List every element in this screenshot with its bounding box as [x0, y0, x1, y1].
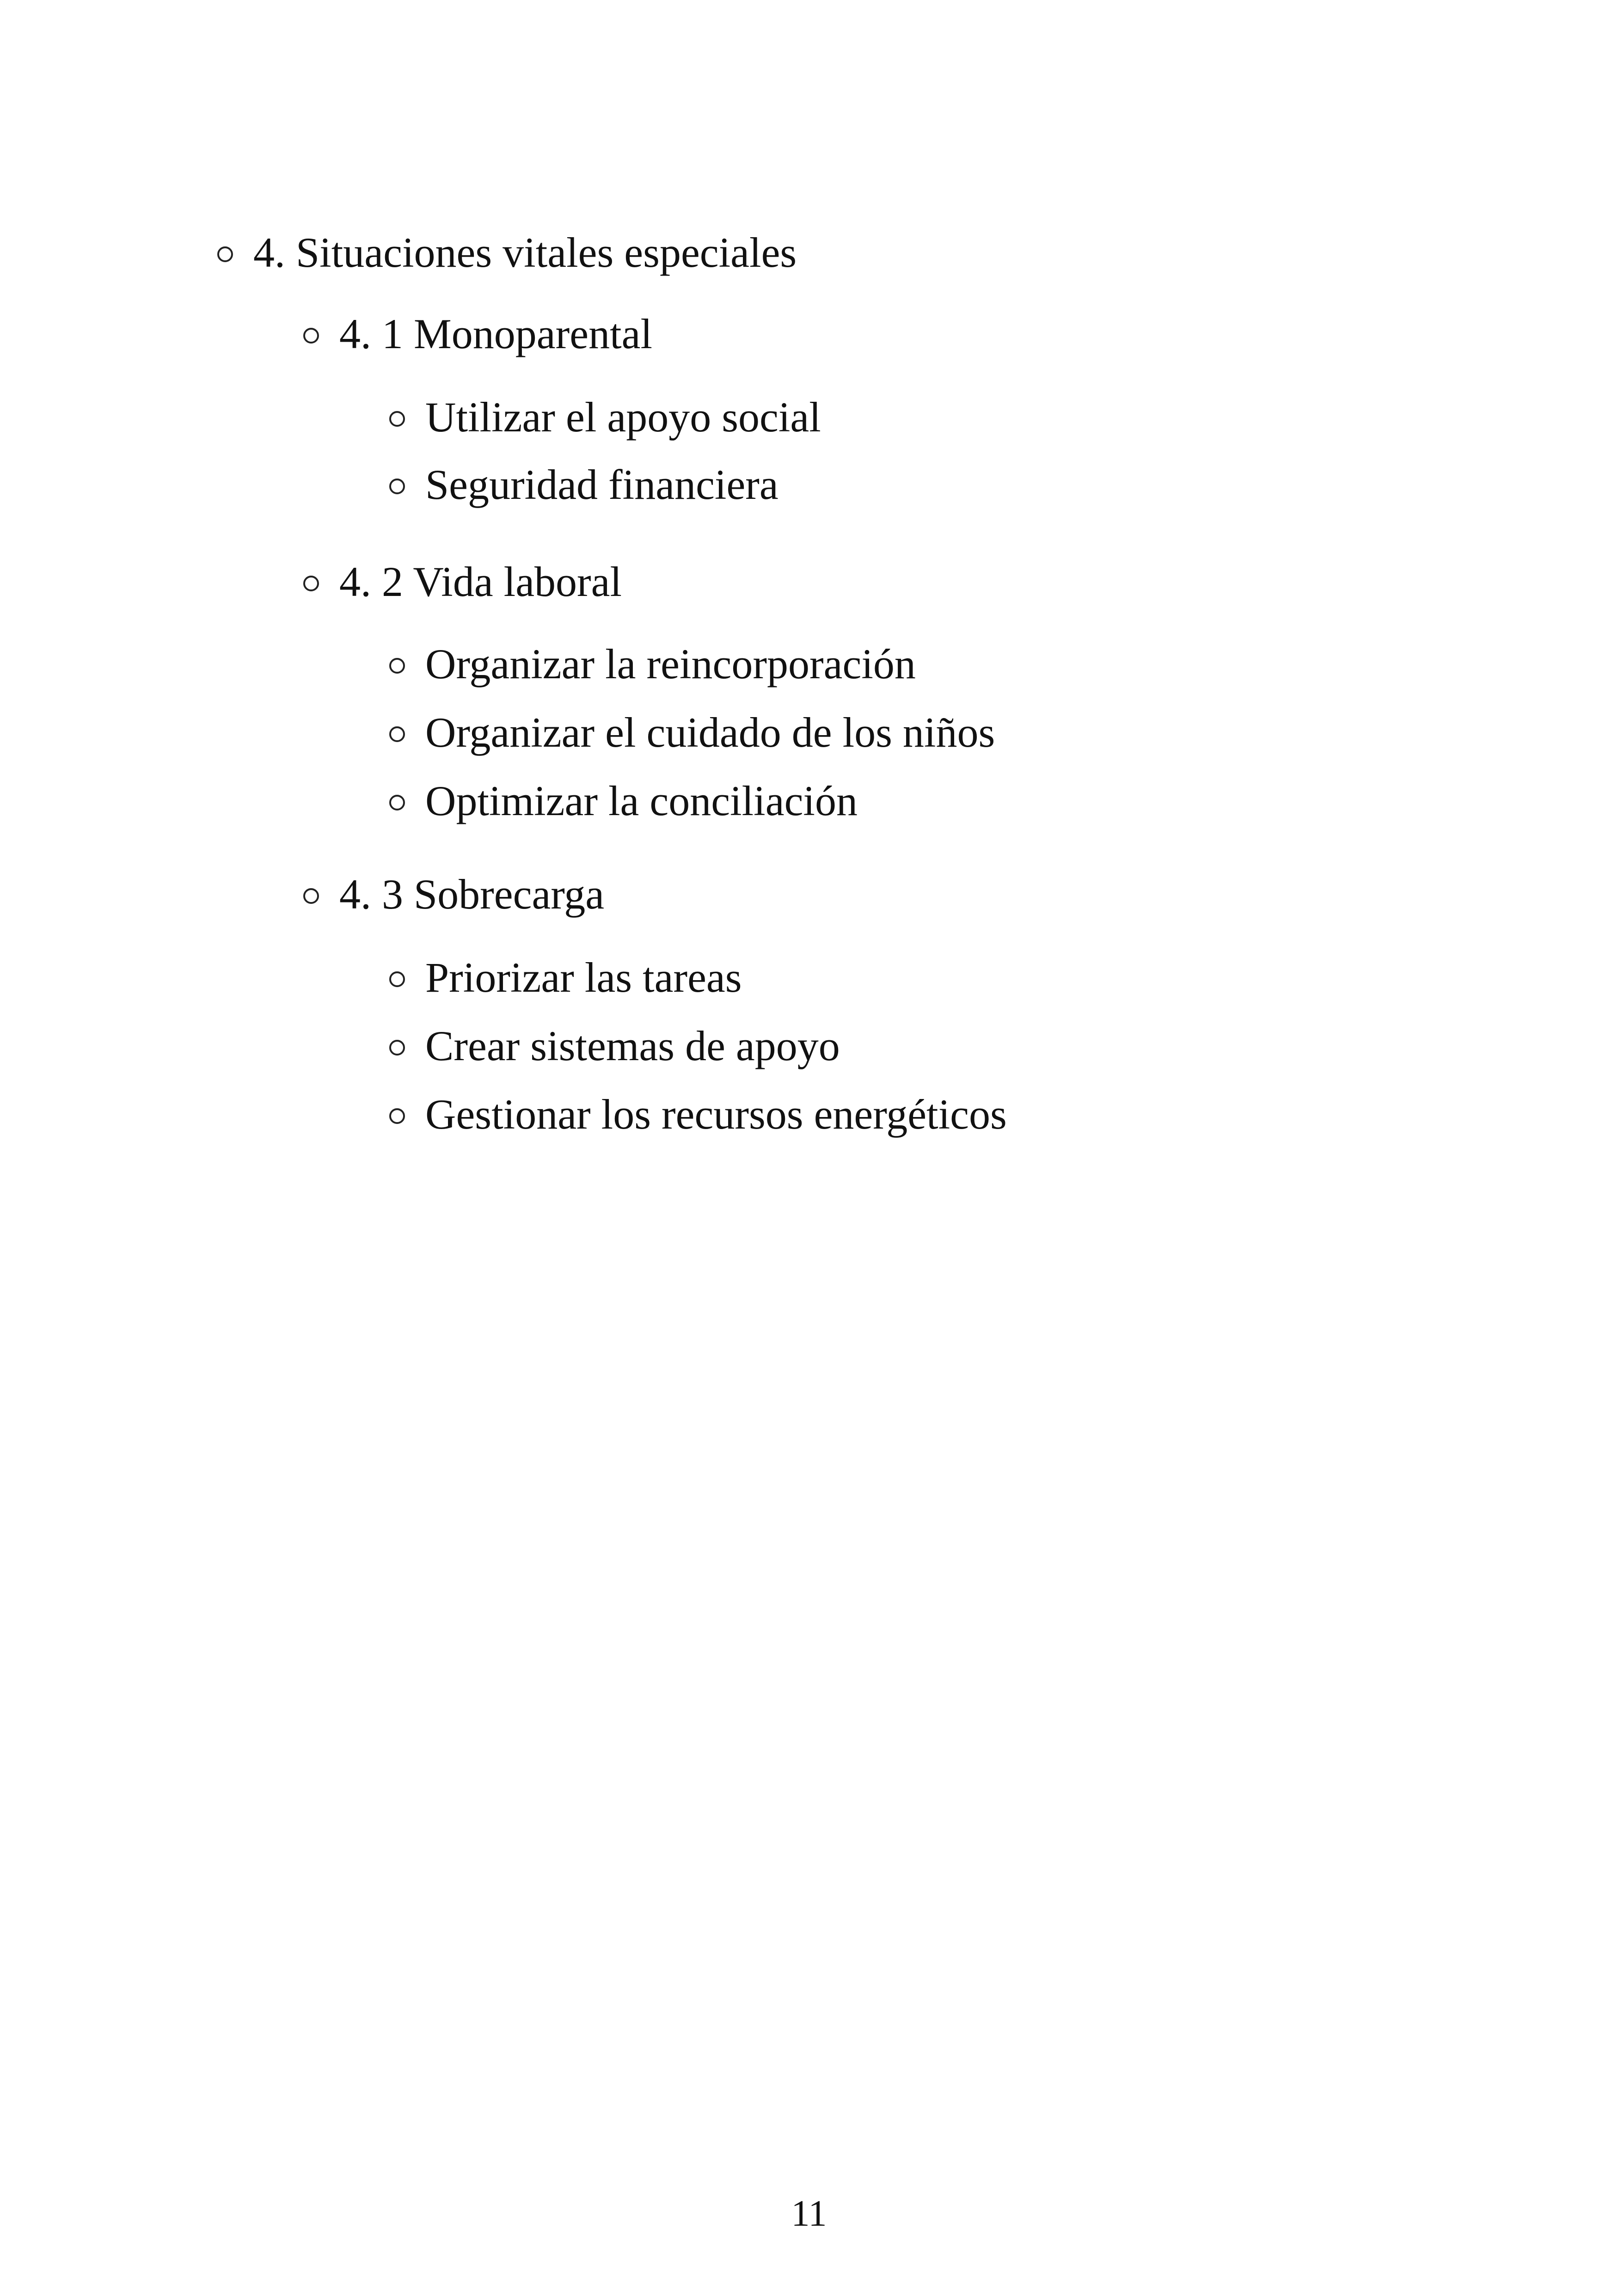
bullet-circle-icon	[389, 1040, 405, 1056]
bullet-circle-icon	[217, 246, 233, 262]
outline-section	[217, 231, 797, 274]
outline-item-label: Gestionar los recursos energéticos	[425, 1091, 1007, 1138]
outline-item-label: Crear sistemas de apoyo	[425, 1022, 840, 1069]
bullet-circle-icon	[389, 1108, 405, 1124]
outline-item	[389, 1022, 840, 1069]
bullet-circle-icon	[303, 888, 319, 904]
outline-item-label: Seguridad financiera	[425, 461, 778, 508]
outline-item	[389, 463, 778, 506]
outline-section-label: 4. Situaciones vitales especiales	[253, 229, 797, 276]
outline-item	[389, 777, 858, 824]
outline-item-label: Organizar la reincorporación	[425, 640, 916, 688]
outline-item	[389, 1093, 1007, 1136]
outline-item-label: Organizar el cuidado de los niños	[425, 709, 995, 756]
bullet-circle-icon	[389, 658, 405, 674]
outline-item-label: Priorizar las tareas	[425, 954, 742, 1001]
outline-subsection	[303, 310, 653, 357]
bullet-circle-icon	[389, 479, 405, 494]
outline-subsection	[303, 871, 605, 918]
bullet-circle-icon	[389, 795, 405, 810]
bullet-circle-icon	[389, 726, 405, 742]
outline-item	[389, 393, 821, 441]
bullet-circle-icon	[303, 328, 319, 344]
outline-item	[389, 956, 742, 999]
bullet-circle-icon	[389, 971, 405, 987]
outline-subsection-label: 4. 2 Vida laboral	[339, 558, 622, 605]
outline-item	[389, 640, 916, 688]
outline-subsection-label: 4. 3 Sobrecarga	[339, 871, 605, 918]
outline-subsection-label: 4. 1 Monoparental	[339, 310, 653, 357]
outline-item-label: Utilizar el apoyo social	[425, 393, 821, 441]
bullet-circle-icon	[303, 576, 319, 591]
page-number: 11	[791, 2193, 827, 2234]
outline-item	[389, 711, 995, 754]
outline-subsection	[303, 560, 622, 603]
bullet-circle-icon	[389, 411, 405, 427]
outline-item-label: Optimizar la conciliación	[425, 777, 858, 824]
